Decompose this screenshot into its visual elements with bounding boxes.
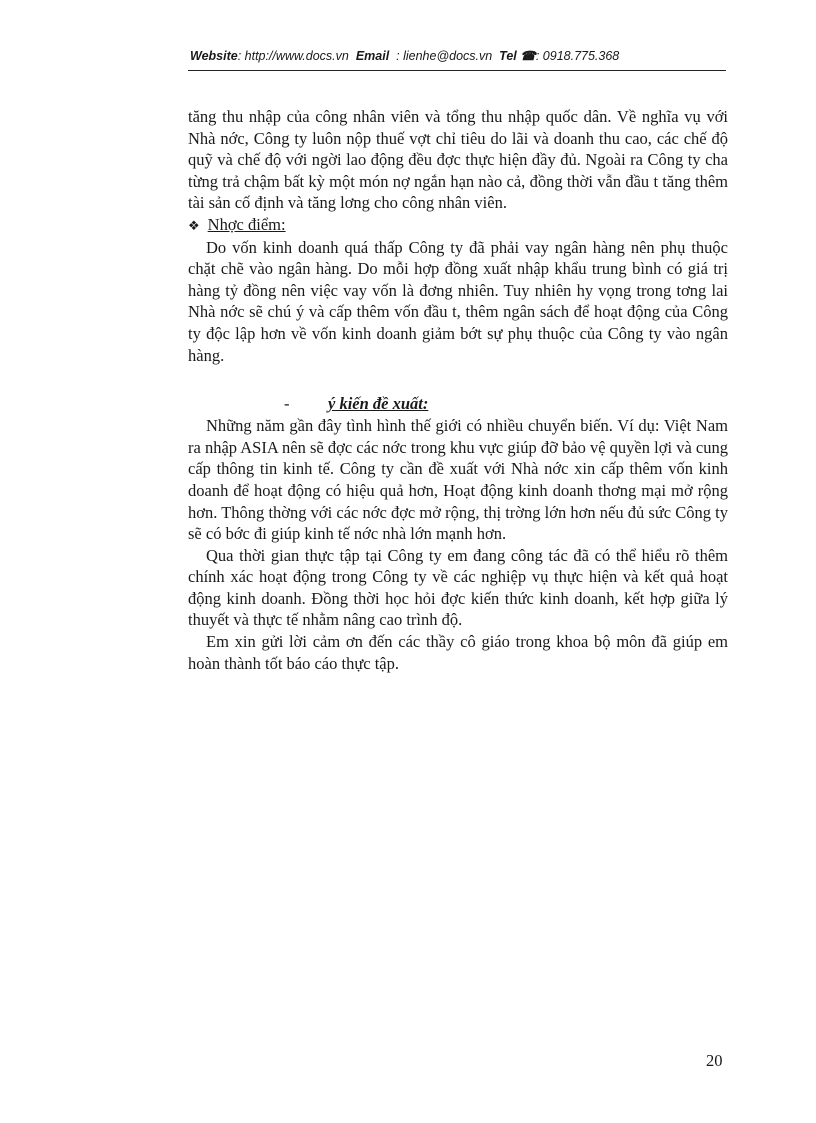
paragraph-thanks: Em xin gửi lời cảm ơn đến các thầy cô giáo trong khoa bộ môn đã giúp em hoàn thành tốt báo cáo thực tập. bbox=[188, 632, 728, 673]
section-heading-proposals bbox=[188, 393, 728, 415]
section-title: ý kiến đề xuất: bbox=[328, 394, 429, 414]
tel-value: : 0918.775.368 bbox=[535, 49, 620, 63]
website-value: : http://www.docs.vn bbox=[237, 49, 349, 63]
page-header bbox=[190, 48, 710, 63]
website-label: Website bbox=[190, 49, 238, 63]
page-content bbox=[188, 106, 728, 674]
diamond-bullet-icon: ❖ bbox=[188, 217, 200, 233]
weakness-label: Nhợc điểm: bbox=[207, 214, 286, 234]
section-dash: - bbox=[284, 394, 290, 414]
tel-label: Tel bbox=[499, 49, 517, 63]
paragraph-strengths-continued: tăng thu nhập của công nhân viên và tổng thu nhập quốc dân. Về nghĩa vụ với Nhà nớc, Công ty luôn nộp thuế vợt chỉ tiêu do lãi và doanh thu cao, các chế độ quỹ và chế độ với ngời lao động đều đợc thực hiện đầy đủ. Ngoài ra Công ty cha từng trả chậm bất kỳ một món nợ ngắn hạn nào cả, đồng thời vẫn đầu t tăng thêm tài sản cố định và tăng lơng cho công nhân viên. bbox=[188, 107, 728, 213]
email-label: Email bbox=[355, 49, 390, 63]
paragraph-weakness: Do vốn kinh doanh quá thấp Công ty đã phải vay ngân hàng nên phụ thuộc chặt chẽ vào ngân hàng. Do mỗi hợp đồng xuất nhập khẩu trung bình có giá trị hàng tỷ đồng nên việc vay vốn là đơng nhiên. Tuy nhiên hy vọng trong tơng lai Nhà nớc sẽ chú ý và cấp thêm vốn đầu t, thêm ngân sách để hoạt động của Công ty độc lập hơn về vốn kinh doanh giảm bớt sự phụ thuộc của Công ty vào ngân hàng. bbox=[188, 237, 728, 365]
header-divider bbox=[188, 70, 726, 71]
paragraph-internship: Qua thời gian thực tập tại Công ty em đang công tác đã có thể hiểu rõ thêm chính xác hoạt động trong Công ty về các nghiệp vụ thực hiện và kết quả hoạt động kinh doanh. Đồng thời học hỏi đợc kiến thức kinh doanh, kết hợp giữa lý thuyết và thực tế nhằm nâng cao trình độ. bbox=[188, 545, 728, 630]
weakness-heading bbox=[188, 214, 728, 237]
page-number: 20 bbox=[706, 1051, 723, 1070]
paragraph-proposals: Những năm gần đây tình hình thế giới có nhiều chuyển biến. Ví dụ: Việt Nam ra nhập ASIA nên sẽ đợc các nớc trong khu vực giúp đỡ bảo vệ quyền lợi và cung cấp thông tin kinh tế. Công ty cần đề xuất với Nhà nớc xin cấp thêm vốn kinh doanh để hoạt động có hiệu quả hơn, Hoạt động kinh doanh thơng mại mở rộng hơn. Thông thờng với các nớc đợc mở rộng, thị trờng lớn hơn nếu đủ sức Công ty sẽ có bớc đi giúp kinh tế nớc nhà lớn mạnh hơn. bbox=[188, 416, 728, 544]
email-value: : lienhe@docs.vn bbox=[396, 49, 493, 63]
phone-icon: ☎ bbox=[520, 49, 536, 63]
